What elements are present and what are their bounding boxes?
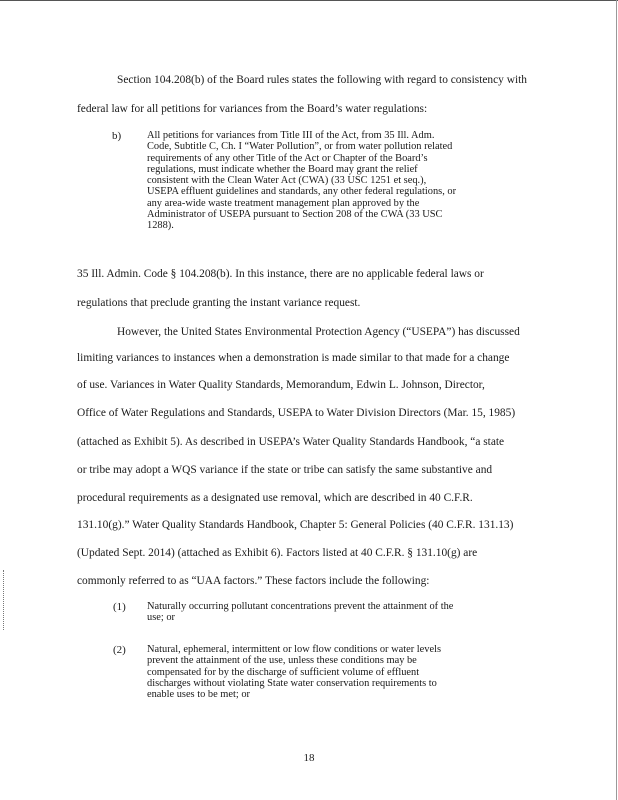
quote-line: consistent with the Clean Water Act (CWA) (33 USC 1251 et seq.),: [147, 175, 427, 187]
paragraph-3-line-9: (Updated Sept. 2014) (attached as Exhibit 6). Factors listed at 40 C.F.R. § 131.10(g) are: [77, 547, 478, 559]
factor-line: prevent the attainment of the use, unless these conditions may be: [147, 655, 417, 667]
paragraph-1-line-1: Section 104.208(b) of the Board rules states the following with regard to consistency with: [117, 74, 527, 86]
quote-label-b: b): [112, 130, 122, 142]
factor-line: discharges without violating State water conservation requirements to: [147, 677, 437, 689]
factor-line: Natural, ephemeral, intermittent or low flow conditions or water levels: [147, 644, 442, 655]
factor-1-label: (1): [113, 601, 126, 613]
quote-line: regulations, must indicate whether the Board may grant the relief: [147, 163, 418, 175]
quote-line: USEPA effluent guidelines and standards, any other federal regulations, or: [147, 186, 457, 198]
paragraph-2-line-1: 35 Ill. Admin. Code § 104.208(b). In this instance, there are no applicable federal laws or: [77, 268, 484, 280]
quote-block-b: [147, 130, 456, 232]
paragraph-2-line-2: regulations that preclude granting the instant variance request.: [77, 297, 361, 309]
quote-line: 1288).: [147, 220, 174, 232]
factor-line: compensated for by the discharge of sufficient volume of effluent: [147, 666, 420, 678]
paragraph-3-line-3: of use. Variances in Water Quality Standards, Memorandum, Edwin L. Johnson, Director,: [77, 379, 485, 391]
factor-2-label: (2): [113, 644, 126, 656]
paragraph-3-line-4: Office of Water Regulations and Standards, USEPA to Water Division Directors (Mar. 15, 1985): [77, 407, 516, 419]
quote-line: Code, Subtitle C, Ch. I “Water Pollution”, or from water pollution related: [147, 141, 453, 153]
paragraph-3-line-1: However, the United States Environmental Protection Agency (“USEPA”) has discussed: [117, 326, 520, 338]
quote-line: requirements of any other Title of the Act or Chapter of the Board’s: [147, 152, 428, 164]
paragraph-3-line-5: (attached as Exhibit 5). As described in USEPA’s Water Quality Standards Handbook, “a state: [77, 436, 505, 448]
paragraph-3-line-7: procedural requirements as a designated use removal, which are described in 40 C.F.R.: [77, 492, 473, 504]
scan-border-right: [616, 0, 617, 800]
quote-line: any area-wide waste treatment management plan approved by the: [147, 197, 420, 209]
paragraph-3-line-6: or tribe may adopt a WQS variance if the state or tribe can satisfy the same substantive and: [77, 464, 493, 476]
factor-1-text: [147, 601, 453, 624]
scan-margin-mark: [3, 570, 5, 630]
paragraph-3-line-2: limiting variances to instances when a demonstration is made similar to that made for a change: [77, 352, 510, 364]
page-number: 18: [303, 752, 315, 764]
factor-line: use; or: [147, 612, 175, 624]
factor-line: Naturally occurring pollutant concentrations prevent the attainment of the: [147, 601, 454, 612]
paragraph-3-line-8: 131.10(g).” Water Quality Standards Handbook, Chapter 5: General Policies (40 C.F.R. 131.13): [77, 519, 514, 531]
scan-border-top: [0, 0, 618, 7]
factor-line: enable uses to be met; or: [147, 689, 251, 701]
paragraph-3-line-10: commonly referred to as “UAA factors.” These factors include the following:: [77, 575, 430, 587]
quote-line: All petitions for variances from Title III of the Act, from 35 Ill. Adm.: [147, 130, 435, 141]
paragraph-1-line-2: federal law for all petitions for variances from the Board’s water regulations:: [77, 103, 428, 115]
quote-line: Administrator of USEPA pursuant to Section 208 of the CWA (33 USC: [147, 209, 443, 221]
factor-2-text: [147, 644, 441, 700]
